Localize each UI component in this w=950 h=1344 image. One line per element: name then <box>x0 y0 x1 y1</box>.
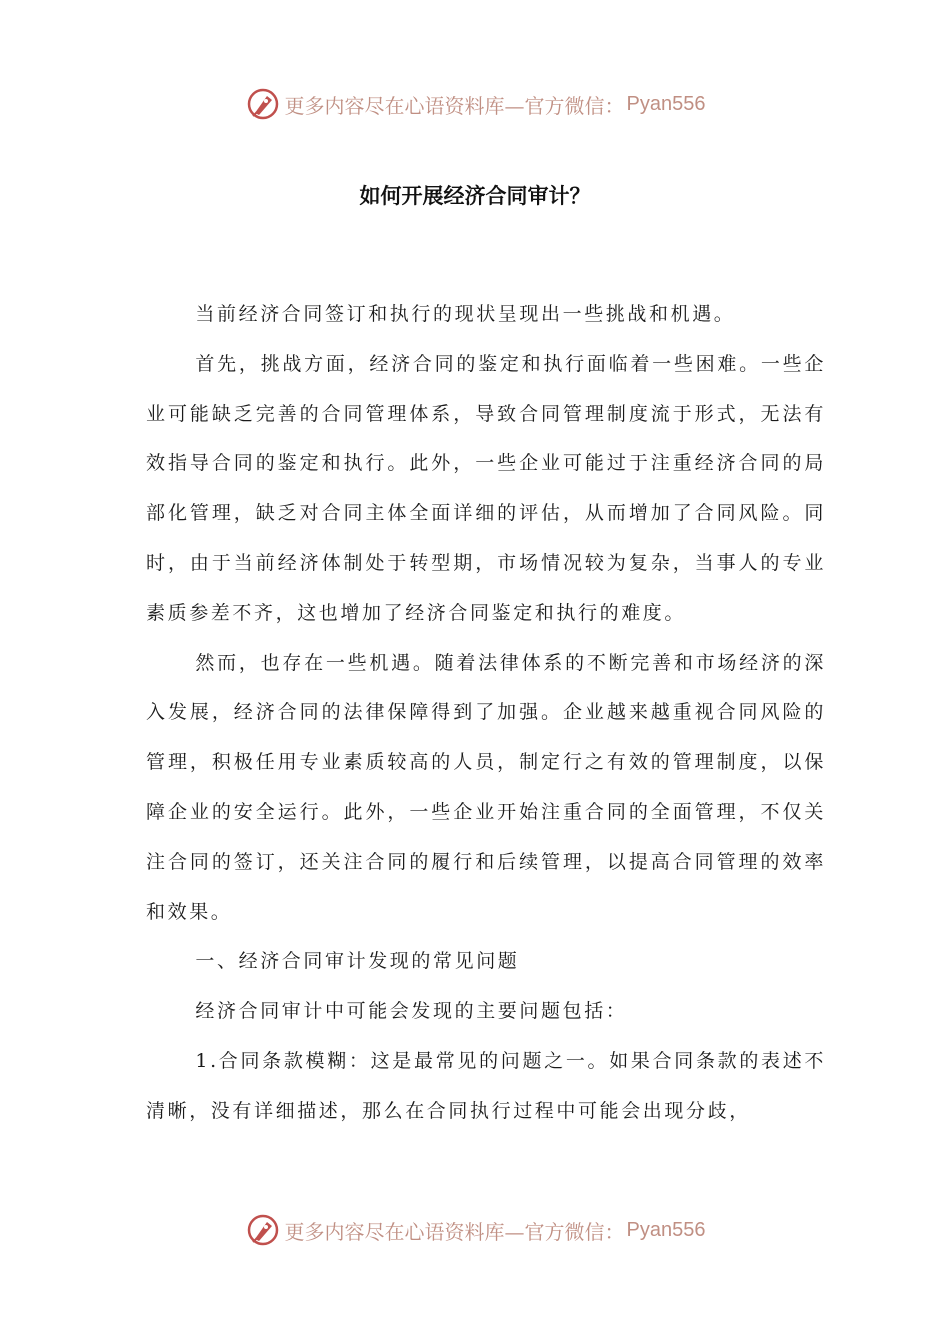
section-heading: 一、经济合同审计发现的常见问题 <box>195 950 520 973</box>
paragraph: 1.合同条款模糊：这是最常见的问题之一。如果合同条款的表述不清晰，没有详细描述，那么在合同执行过程中可能会出现分歧， <box>146 1049 826 1122</box>
banner-text: 更多内容尽在心语资料库—官方微信： <box>284 1219 625 1244</box>
wechat-id: Pyan556 <box>626 92 706 115</box>
pen-nib-circle-icon <box>245 1212 281 1248</box>
header-banner <box>0 86 950 122</box>
paragraph: 首先，挑战方面，经济合同的鉴定和执行面临着一些困难。一些企业可能缺乏完善的合同管理体系，导致合同管理制度流于形式，无法有效指导合同的鉴定和执行。此外，一些企业可能过于注重经济合同的局部化管理，缺乏对合同主体全面详细的评估，从而增加了合同风险。同时，由于当前经济体制处于转型期，市场情况较为复杂，当事人的专业素质参差不齐，这也增加了经济合同鉴定和执行的难度。 <box>146 352 826 624</box>
footer-banner <box>0 1212 950 1248</box>
wechat-id: Pyan556 <box>626 1218 706 1241</box>
document-title: 如何开展经济合同审计？ <box>359 184 591 208</box>
banner-text: 更多内容尽在心语资料库—官方微信： <box>284 93 625 118</box>
paragraph: 经济合同审计中可能会发现的主要问题包括： <box>195 1000 628 1023</box>
paragraph: 然而，也存在一些机遇。随着法律体系的不断完善和市场经济的深入发展，经济合同的法律保障得到了加强。企业越来越重视合同风险的管理，积极任用专业素质较高的人员，制定行之有效的管理制度，以保障企业的安全运行。此外，一些企业开始注重合同的全面管理，不仅关注合同的签订，还关注合同的履行和后续管理，以提高合同管理的效率和效果。 <box>146 651 826 923</box>
pen-nib-circle-icon <box>245 86 281 122</box>
paragraph: 当前经济合同签订和执行的现状呈现出一些挑战和机遇。 <box>195 303 736 325</box>
document-body <box>146 290 826 1137</box>
